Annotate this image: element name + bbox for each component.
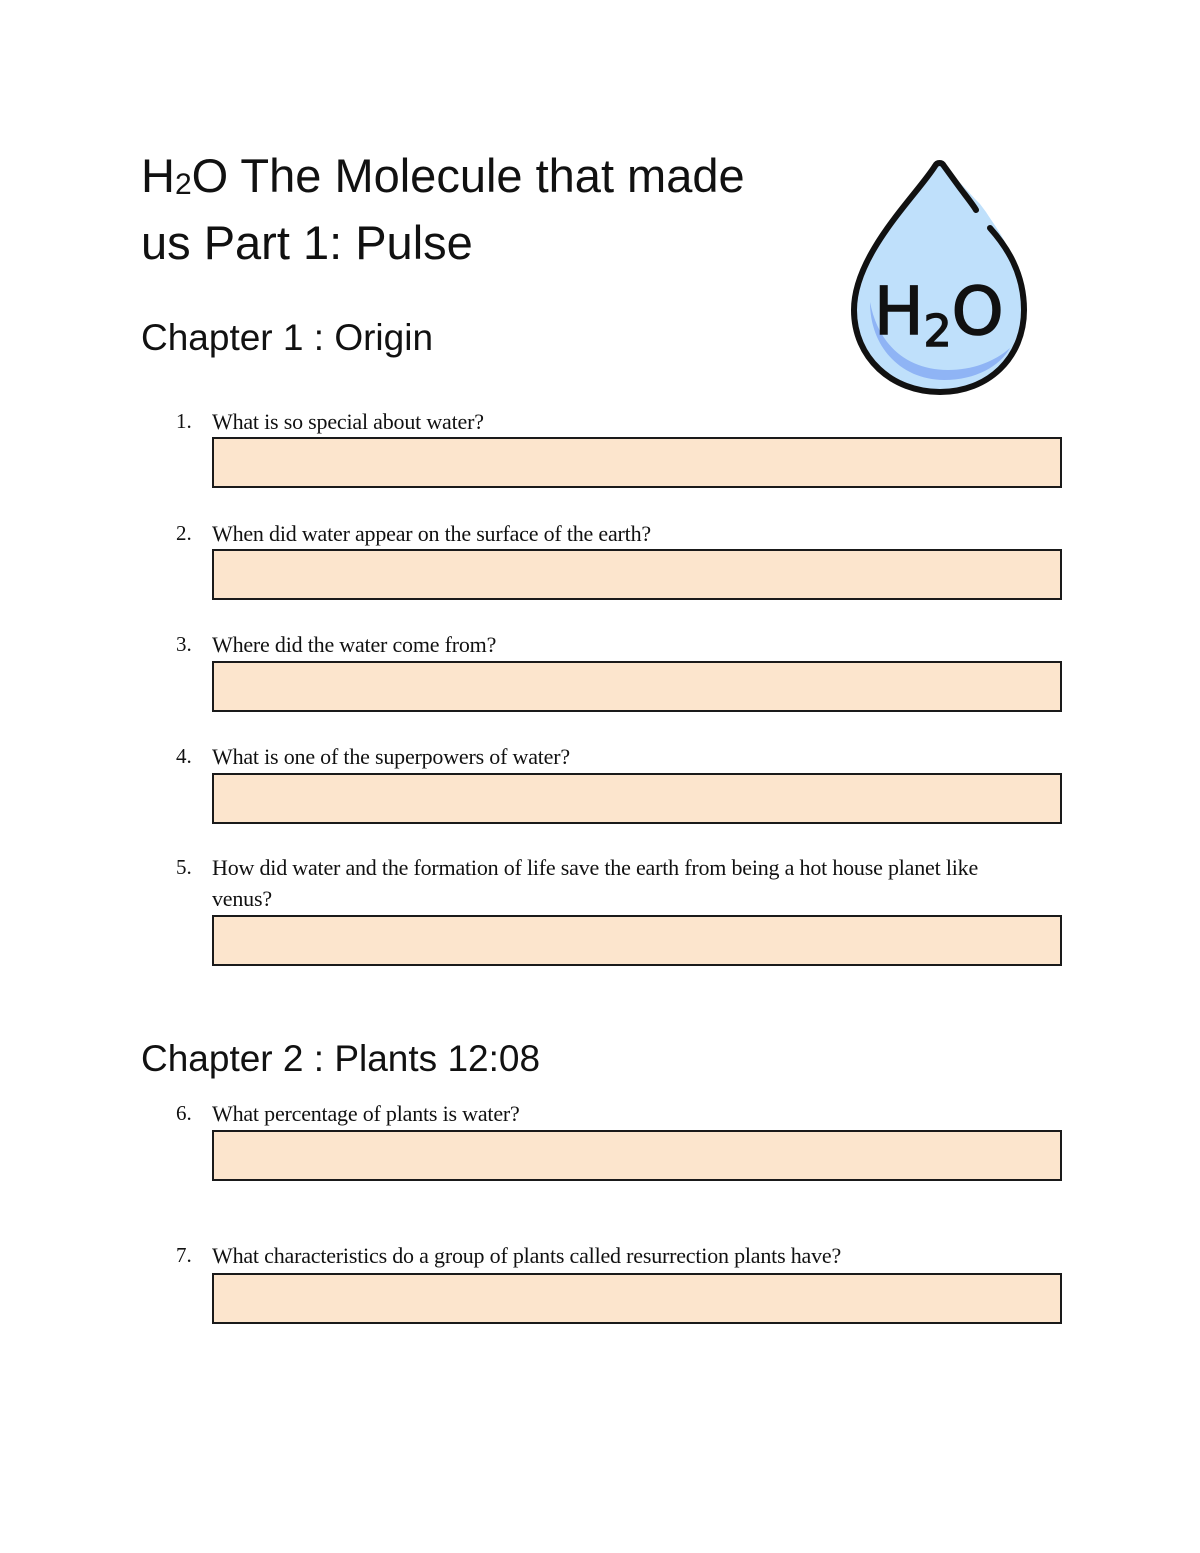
question-item (172, 518, 1062, 549)
answer-field[interactable] (212, 915, 1062, 966)
question-text: What is so special about water? (212, 409, 484, 434)
answer-field[interactable] (212, 1273, 1062, 1324)
title-line-2: us Part 1: Pulse (141, 216, 473, 269)
question-number: 2. (176, 521, 192, 545)
question-text: What percentage of plants is water? (212, 1101, 520, 1126)
question-number: 1. (176, 409, 192, 433)
answer-field[interactable] (212, 437, 1062, 488)
title-subscript: 2 (174, 168, 192, 201)
question-text: When did water appear on the surface of the earth? (212, 521, 651, 546)
question-number: 7. (176, 1243, 192, 1267)
page-title (141, 142, 841, 276)
question-item (172, 629, 1062, 660)
question-item (172, 1240, 1062, 1271)
water-drop-h2o-icon (848, 152, 1032, 400)
question-text: What is one of the superpowers of water? (212, 744, 570, 769)
chapter-heading-2: Chapter 2 : Plants 12:08 (141, 1038, 541, 1079)
question-item (172, 1098, 1062, 1129)
title-line-1: $H_2O$ The Molecule that made (141, 149, 745, 202)
drop-label: H2O (874, 273, 1004, 357)
chapter-heading-1: Chapter 1 : Origin (141, 317, 434, 358)
answer-field[interactable] (212, 549, 1062, 600)
answer-field[interactable] (212, 661, 1062, 712)
question-item (172, 852, 1062, 914)
question-text: Where did the water come from? (212, 632, 497, 657)
question-number: 3. (176, 632, 192, 656)
question-text: What characteristics do a group of plants called resurrection plants have? (212, 1243, 842, 1268)
question-item (172, 406, 1062, 437)
question-number: 5. (176, 855, 192, 879)
question-number: 6. (176, 1101, 192, 1125)
answer-field[interactable] (212, 773, 1062, 824)
question-item (172, 741, 1062, 772)
question-number: 4. (176, 744, 192, 768)
question-text: How did water and the formation of life save the earth from being a hot house planet like venus? (212, 855, 979, 911)
answer-field[interactable] (212, 1130, 1062, 1181)
